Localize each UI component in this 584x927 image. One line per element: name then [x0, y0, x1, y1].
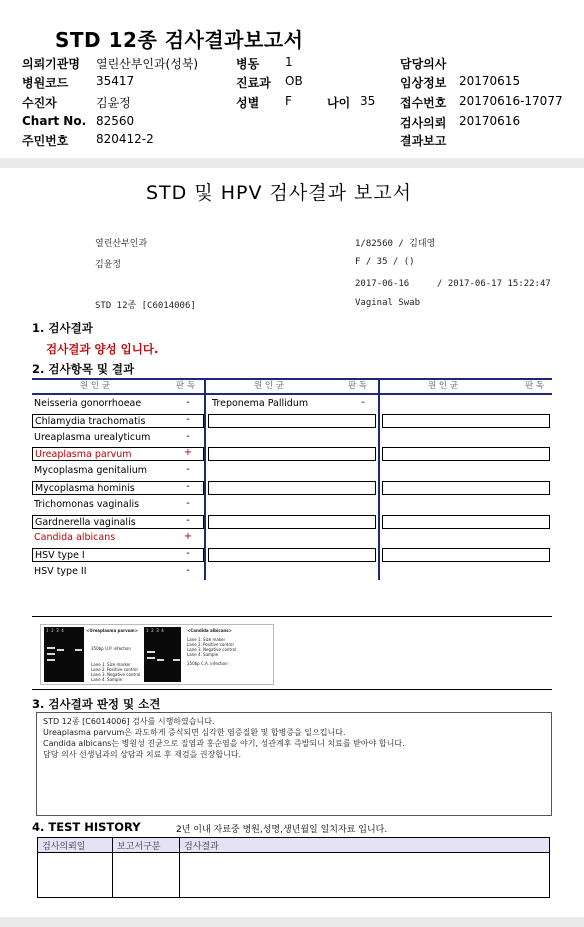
- pathogen-result: -: [186, 515, 190, 526]
- section2-title: 2. 검사항목 및 결과: [32, 362, 135, 376]
- test-history-table: [37, 837, 550, 898]
- gel-band: [47, 659, 55, 661]
- header-value: 20170616-17077: [459, 94, 563, 108]
- pathogen-name: Mycoplasma genitalium: [34, 465, 148, 476]
- gel-electrophoresis-image: [40, 624, 274, 685]
- gel-lanes-left: 1 2 3 4: [46, 628, 64, 633]
- divider-line: [32, 689, 552, 690]
- gel-band: [57, 649, 64, 651]
- history-cell: [113, 853, 180, 898]
- empty-result-box: [382, 481, 550, 495]
- pathogen-name: Mycoplasma hominis: [32, 481, 204, 495]
- pathogen-name: Ureaplasma urealyticum: [34, 432, 151, 443]
- opinion-line: 담당 의사 선생님과의 상담과 치료 후 재검을 권장합니다.: [43, 750, 242, 759]
- header-label: 병원코드: [22, 76, 69, 90]
- empty-result-box: [382, 515, 550, 529]
- history-cell: [38, 853, 113, 898]
- header-value: 35417: [96, 74, 135, 88]
- empty-result-box: [208, 515, 376, 529]
- info-test-name: STD 12종 [C6014006]: [95, 301, 196, 311]
- gel-band: [47, 653, 55, 655]
- header-label: 의뢰기관명: [22, 57, 80, 71]
- header-value: 김윤정: [96, 96, 131, 110]
- history-col-type: 보고서구분: [113, 838, 180, 853]
- pathogen-result: -: [186, 397, 190, 408]
- page-separator: [0, 158, 584, 168]
- opinion-line: Candida albicans는 병원성 진균으로 질염과 홍순염을 야기, 성관계후 즉발되니 치료를 받아야 합니다.: [43, 739, 405, 748]
- info-date-reported: / 2017-06-17 15:22:47: [437, 279, 551, 289]
- col-header-2: [206, 378, 378, 395]
- empty-result-box: [208, 481, 376, 495]
- col-header-pathogen: 원 인 균: [428, 381, 459, 391]
- pathogen-result: -: [186, 431, 190, 442]
- history-note: 2년 이내 자료중 병원,성명,생년월일 일치자료 입니다.: [176, 825, 388, 835]
- pathogen-name: Ureaplasma parvum: [32, 447, 204, 461]
- column-divider: [378, 378, 380, 580]
- header-value: 20170615: [459, 74, 521, 88]
- gel-lanes-right: 1 2 3 4: [146, 628, 164, 633]
- header-label: 성별: [236, 96, 260, 110]
- gel-band: [147, 651, 155, 653]
- info-sex-age: F / 35 / (): [355, 257, 415, 267]
- column-divider: [204, 378, 206, 580]
- col-header-pathogen: 원 인 균: [80, 381, 111, 391]
- section3-title: 3. 검사결과 판정 및 소견: [32, 697, 161, 711]
- pathogen-result: -: [186, 565, 190, 576]
- header-label: 병동: [236, 57, 260, 71]
- col-header-pathogen: 원 인 균: [254, 381, 285, 391]
- gel-left-title: <Ureaplasma parvum>: [86, 628, 139, 633]
- opinion-line: STD 12종 [C6014006] 검사를 시행하였습니다.: [43, 717, 215, 726]
- pathogen-name: Trichomonas vaginalis: [34, 499, 140, 510]
- header-label: 검사의뢰: [400, 116, 447, 130]
- header-value: 820412-2: [96, 132, 154, 146]
- header-label: 진료과: [236, 76, 271, 90]
- divider-line: [32, 616, 552, 617]
- header-value: F: [285, 94, 292, 108]
- pathogen-name: Treponema Pallidum: [212, 398, 309, 409]
- pathogen-result: -: [186, 481, 190, 492]
- col-header-judgement: 판 독: [176, 381, 196, 391]
- info-date-received: 2017-06-16: [355, 279, 410, 289]
- pathogen-result: -: [186, 414, 190, 425]
- pathogen-name: Neisseria gonorrhoeae: [34, 398, 142, 409]
- history-col-date: 검사의뢰일: [38, 838, 113, 853]
- gel-right-title: <Candida albicans>: [187, 628, 232, 633]
- pathogen-name: HSV type I: [32, 548, 204, 562]
- empty-result-box: [382, 414, 550, 428]
- pathogen-result: +: [183, 531, 193, 542]
- gel-band: [147, 657, 155, 659]
- gel-right: [144, 627, 181, 682]
- col-header-judgement: 판 독: [348, 381, 368, 391]
- header-label: 담당의사: [400, 57, 447, 71]
- col-header-3: [380, 378, 552, 395]
- header-value: 35: [360, 94, 376, 108]
- section4-title: 4. TEST HISTORY: [32, 820, 141, 834]
- page-separator: [0, 917, 584, 927]
- report-title: STD 12종 검사결과보고서: [55, 28, 304, 52]
- pathogen-result: -: [361, 397, 365, 408]
- pathogen-name: Chlamydia trachomatis: [32, 414, 204, 428]
- header-value: 열린산부인과(성북): [96, 57, 199, 71]
- pathogen-name: HSV type II: [34, 566, 87, 577]
- pathogen-result: -: [186, 548, 190, 559]
- gel-band: [47, 647, 55, 649]
- info-hospital: 열린산부인과: [95, 239, 148, 249]
- pathogen-name: Gardnerella vaginalis: [32, 515, 204, 529]
- col-header-1: [32, 378, 204, 395]
- opinion-line: Ureaplasma parvum은 과도하게 증식되면 심각한 염증질환 및 합병증을 일으킵니다.: [43, 728, 346, 737]
- gel-left-legend: Lane 1. Size marker Lane 2. Positive control Lane 3. Negative control Lane 4. Sample: [91, 662, 141, 682]
- pathogen-result: -: [186, 464, 190, 475]
- document-title: STD 및 HPV 검사결과 보고서: [146, 182, 413, 204]
- empty-result-box: [382, 548, 550, 562]
- history-col-result: 검사결과: [180, 838, 550, 853]
- gel-band: [157, 659, 164, 661]
- header-label: 수진자: [22, 96, 57, 110]
- header-value: 20170616: [459, 114, 521, 128]
- info-chart-doctor: 1/82560 / 김대영: [355, 239, 436, 249]
- header-label: 주민번호: [22, 134, 69, 148]
- header-label: 임상정보: [400, 76, 447, 90]
- empty-result-box: [208, 414, 376, 428]
- section1-result: 검사결과 양성 입니다.: [46, 342, 159, 356]
- pathogen-name: Candida albicans: [34, 532, 116, 543]
- info-patient: 김윤정: [95, 260, 122, 270]
- header-label: 접수번호: [400, 96, 447, 110]
- header-label: Chart No.: [22, 114, 87, 128]
- pathogen-result: -: [186, 498, 190, 509]
- header-label: 나이: [327, 96, 351, 110]
- gel-right-legend: Lane 1. Size maker Lane 2. Positive control Lane 3. Negative control Lane 4. Sample: [187, 637, 237, 657]
- gel-right-band-label: 250bp C.A. infection: [187, 661, 228, 666]
- gel-band: [75, 649, 82, 651]
- section1-title: 1. 검사결과: [32, 321, 93, 335]
- empty-result-box: [208, 447, 376, 461]
- empty-result-box: [208, 548, 376, 562]
- header-value: 1: [285, 55, 293, 69]
- info-specimen: Vaginal Swab: [355, 298, 421, 308]
- history-cell: [180, 853, 550, 898]
- gel-left-band-label: 350bp U.P. infection: [91, 646, 131, 651]
- col-header-judgement: 판 독: [525, 381, 545, 391]
- gel-band: [173, 659, 180, 661]
- header-value: 82560: [96, 114, 135, 128]
- empty-result-box: [382, 447, 550, 461]
- header-label: 결과보고: [400, 134, 447, 148]
- header-value: OB: [285, 74, 303, 88]
- opinion-box: [36, 712, 552, 816]
- pathogen-result: +: [183, 447, 193, 458]
